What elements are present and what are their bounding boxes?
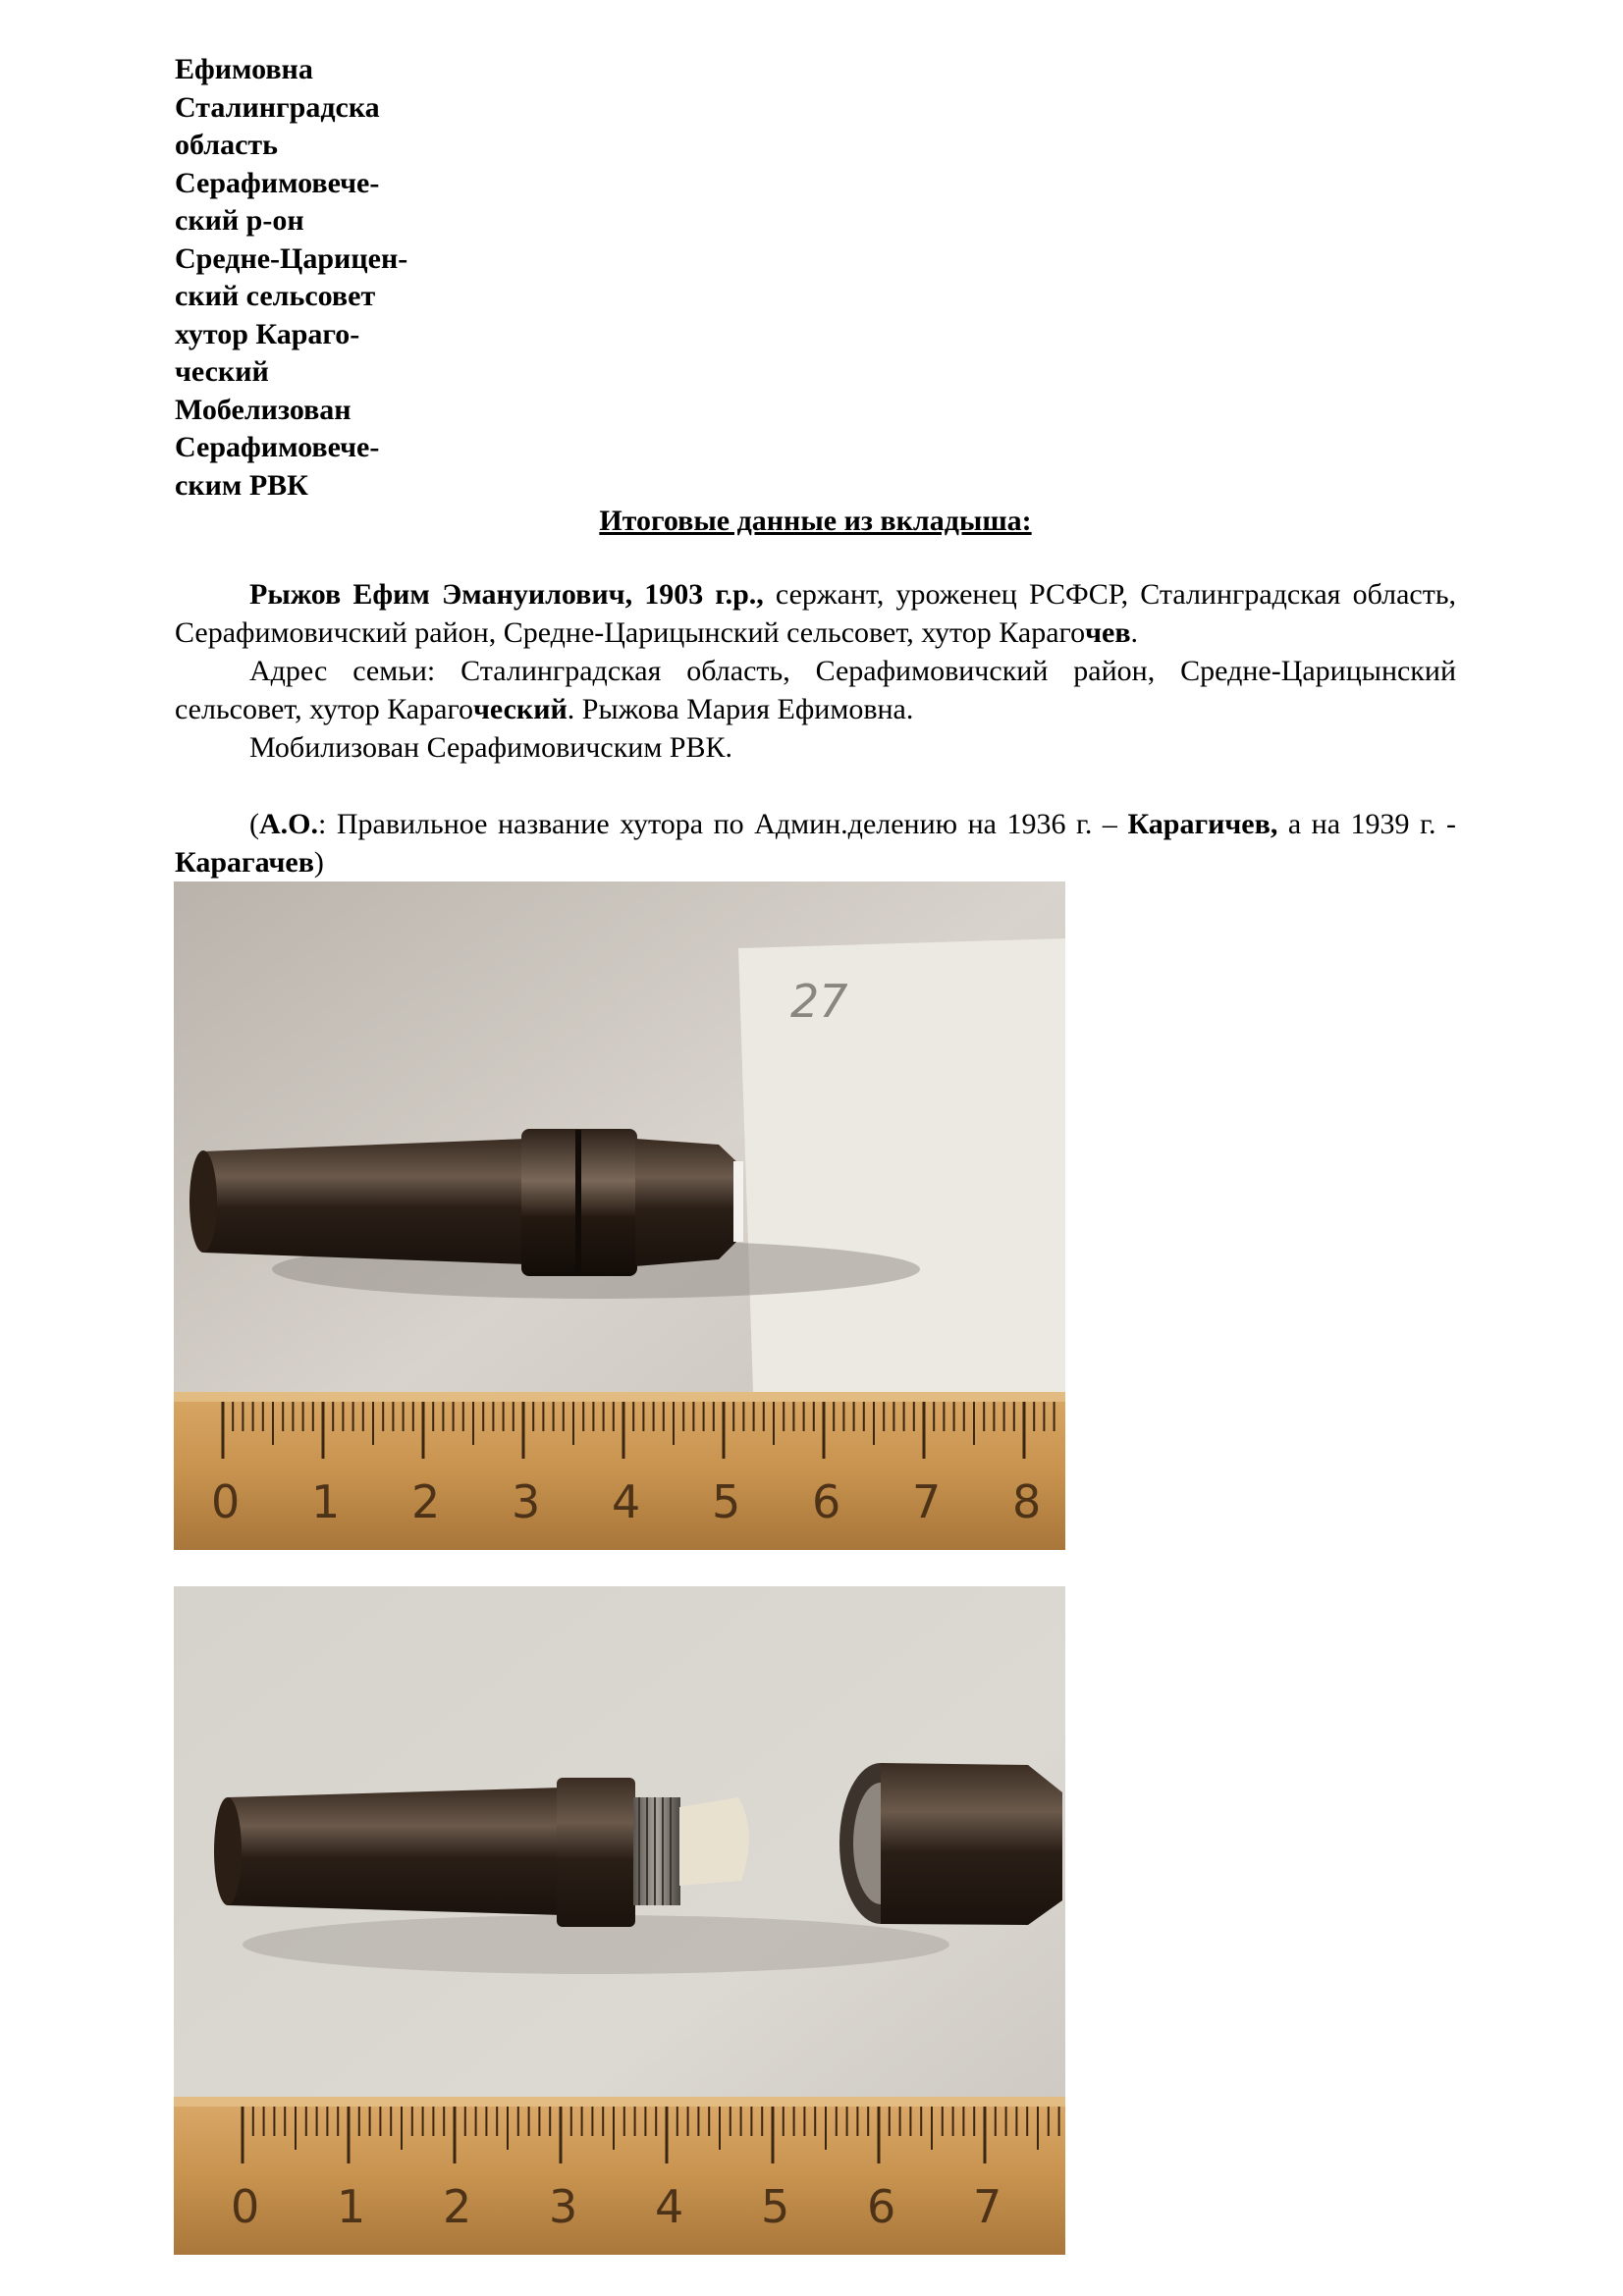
- left-column-line: Ефимовна: [175, 53, 313, 85]
- paragraph-mobilized: [175, 728, 1456, 767]
- paper-label: 27: [790, 975, 848, 1028]
- photo-open-capsule-image: [174, 1586, 1065, 2255]
- paragraph-text: Адрес семьи: Сталинградская область, Серафимовичский район, Средне-Царицынский сельсовет, хутор Караго: [175, 655, 1456, 725]
- paragraph-family-address: [175, 652, 1456, 728]
- ruler-number: 4: [612, 1475, 641, 1528]
- body-text: [175, 575, 1456, 881]
- paragraph-text: : Правильное название хутора по Админ.делению на 1936 г. –: [318, 808, 1128, 840]
- left-column-line: ский сельсовет: [175, 280, 376, 312]
- left-column-line: ским РВК: [175, 468, 308, 502]
- soldier-name: Рыжов Ефим Эмануилович, 1903 г.р.,: [249, 578, 764, 611]
- note-author: А.О.: [259, 808, 318, 840]
- paragraph-spacer: [175, 767, 1456, 805]
- paragraph-end: . Рыжова Мария Ефимовна.: [567, 693, 914, 725]
- photo-closed-capsule: [174, 881, 1065, 1550]
- ruler-number: 7: [912, 1475, 942, 1528]
- paragraph-text: а на 1939 г. -: [1277, 808, 1456, 840]
- ruler-number: 8: [1012, 1475, 1042, 1528]
- left-column-line: Сталинградска: [175, 90, 380, 124]
- note-open-paren: (: [249, 808, 259, 840]
- left-column-line: ческий: [175, 355, 269, 388]
- paragraph-text: сержант, уроженец РСФСР, Сталинградская область, Серафимовичский район, Средне-Царицынский сельсовет, хутор Караго: [175, 578, 1456, 649]
- ruler-number: 6: [867, 2180, 896, 2233]
- ruler-number: 1: [337, 2180, 366, 2233]
- note-close-paren: ): [313, 846, 324, 879]
- ruler-number: 6: [812, 1475, 841, 1528]
- left-column-line: Средне-Царицен-: [175, 241, 408, 275]
- bold-suffix: чев: [1085, 616, 1131, 649]
- left-column-line: ский р-он: [175, 204, 304, 237]
- ruler-number: 2: [411, 1475, 441, 1528]
- ruler-number: 4: [655, 2180, 684, 2233]
- ruler-numbers: [211, 1475, 1041, 1528]
- village-name-1936: Карагичев,: [1127, 808, 1278, 840]
- paragraph-note: [175, 805, 1456, 881]
- ruler-number: 0: [211, 1475, 241, 1528]
- left-column-line: Серафимовече-: [175, 166, 380, 199]
- ruler-number: 5: [761, 2180, 790, 2233]
- paragraph-end: .: [1130, 616, 1139, 649]
- photo-closed-capsule-image: [174, 881, 1065, 1550]
- paragraph-text: Мобилизован Серафимовичским РВК.: [249, 731, 733, 764]
- section-title: Итоговые данные из вкладыша:: [599, 505, 1032, 537]
- left-column-line: хутор Караго-: [175, 317, 360, 350]
- bold-suffix: ческий: [473, 693, 568, 725]
- left-column-address: [175, 51, 469, 505]
- ruler-number: 5: [712, 1475, 741, 1528]
- photo-open-capsule: [174, 1586, 1065, 2255]
- ruler-number: 7: [973, 2180, 1002, 2233]
- ruler-number: 0: [231, 2180, 260, 2233]
- ruler-number: 3: [549, 2180, 578, 2233]
- left-column-line: Мобелизован: [175, 393, 352, 426]
- village-name-1939: Карагачев: [175, 846, 314, 879]
- ruler-number: 3: [512, 1475, 541, 1528]
- ruler-number: 1: [311, 1475, 341, 1528]
- left-column-line: область: [175, 129, 278, 161]
- paragraph-identity: [175, 575, 1456, 652]
- left-column-line: Серафимовече-: [175, 431, 380, 463]
- ruler-number: 2: [443, 2180, 472, 2233]
